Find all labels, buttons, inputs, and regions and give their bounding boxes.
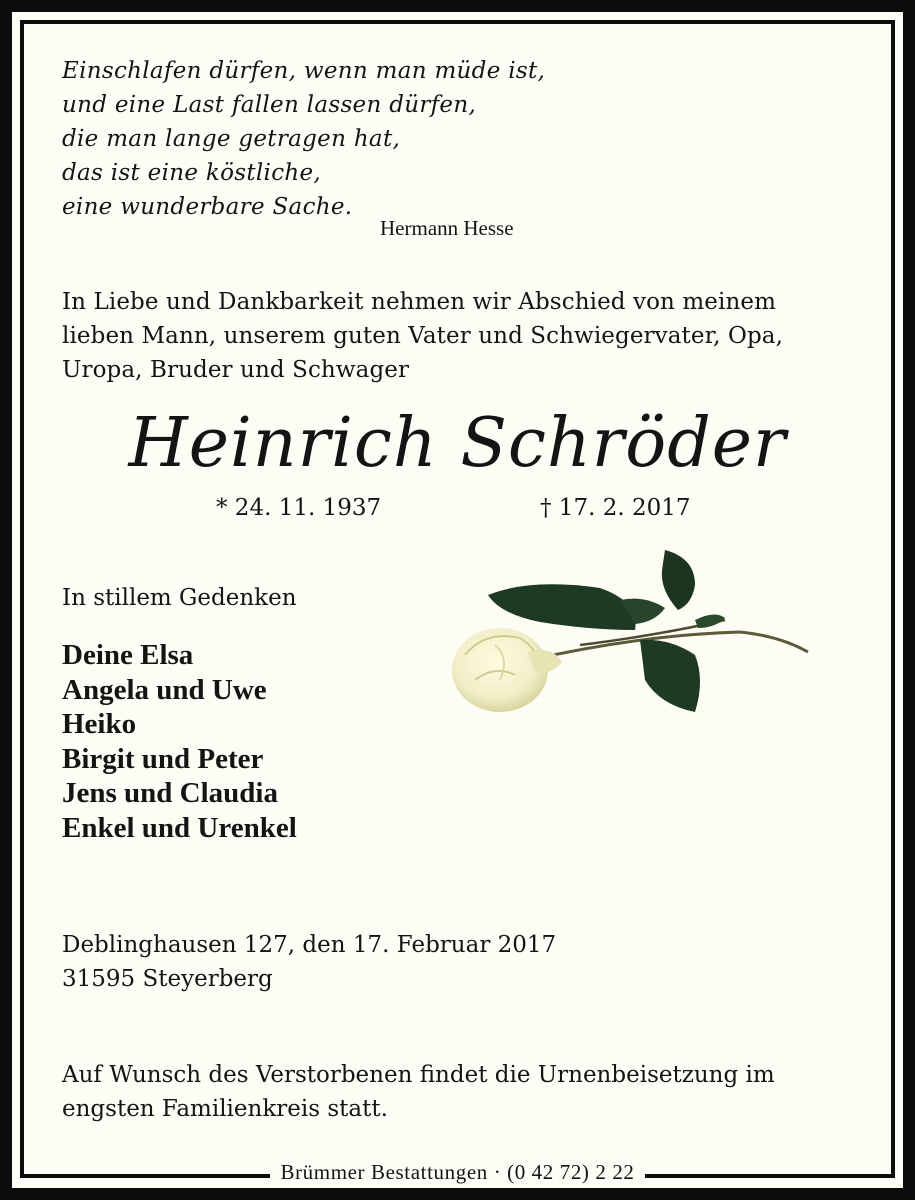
mourner: Jens und Claudia — [62, 777, 278, 809]
birth-date: * 24. 11. 1937 — [216, 495, 382, 521]
burial-notice — [62, 1058, 775, 1126]
rose-image — [440, 540, 820, 730]
poem-line: die man lange getragen hat, — [62, 126, 401, 152]
poem-line: eine wunderbare Sache. — [62, 194, 353, 220]
poem-line: und eine Last fallen lassen dürfen, — [62, 92, 477, 118]
address — [62, 928, 556, 996]
address-line: 31595 Steyerberg — [62, 966, 273, 992]
footer — [0, 1160, 915, 1185]
address-line: Deblinghausen 127, den 17. Februar 2017 — [62, 932, 557, 958]
intro-line: lieben Mann, unserem guten Vater und Schwiegervater, Opa, — [62, 323, 783, 349]
intro-line: In Liebe und Dankbarkeit nehmen wir Abschied von meinem — [62, 289, 776, 315]
undertaker-info: Brümmer Bestattungen · (0 42 72) 2 22 — [270, 1160, 644, 1185]
memory-text: In stillem Gedenken — [62, 585, 297, 611]
mourner: Deine Elsa — [62, 639, 194, 671]
mourner: Birgit und Peter — [62, 742, 264, 775]
mourners-list — [62, 638, 297, 845]
poem-line: Einschlafen dürfen, wenn man müde ist, — [62, 58, 546, 84]
death-date: † 17. 2. 2017 — [540, 495, 691, 521]
poem-line: das ist eine köstliche, — [62, 160, 322, 186]
intro-line: Uropa, Bruder und Schwager — [62, 357, 410, 383]
intro-text — [62, 285, 862, 387]
poem-author: Hermann Hesse — [380, 216, 514, 240]
notice-line: engsten Familienkreis statt. — [62, 1096, 388, 1122]
mourner: Angela und Uwe — [62, 673, 267, 706]
poem — [62, 54, 545, 224]
notice-line: Auf Wunsch des Verstorbenen findet die Urnenbeisetzung im — [62, 1062, 775, 1088]
deceased-name: Heinrich Schröder — [128, 404, 787, 483]
mourner: Enkel und Urenkel — [62, 811, 297, 844]
mourner: Heiko — [62, 708, 137, 740]
